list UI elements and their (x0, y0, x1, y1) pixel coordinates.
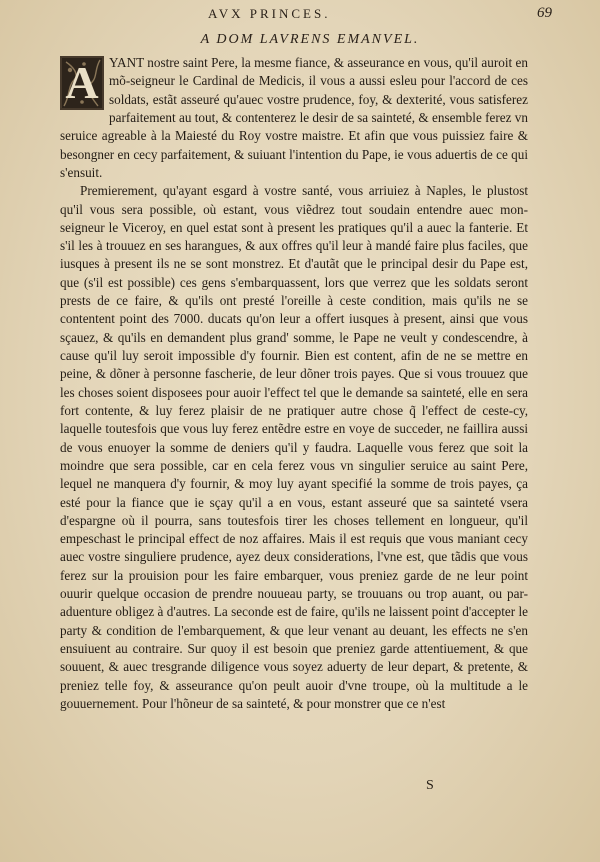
paragraph-1 (60, 54, 528, 182)
running-title: AVX PRINCES. (208, 6, 331, 21)
signature-mark: S (426, 778, 434, 793)
paragraph-text: YANT nostre saint Pere, la mesme fiance, & asseurance en vous, qu'il auroit en mõ-seigneur le Cardinal de Medicis, il vous a aussi esleu pour l'accord de ces soldats, estãt asseuré qu'auec vostre prudence, foy, & dexterité, vous satisferez parfaitement au tout, & contenterez le desir de sa sainteté, & ensemble ferez vn seruice agreable à la Maiesté du Roy vostre maistre. Et afin que vous puissiez faire & besongner en cecy parfaitement, & suiuant l'intention du Pape, ie vous aduertis de ce qui s'ensuit. (60, 55, 528, 180)
paragraph-text: Premierement, qu'ayant esgard à vostre santé, vous arriuiez à Naples, le plustost qu'il vous sera possible, où estant, vous viẽdrez tout soudain entendre auec mon-seigneur le Viceroy, en quel estat sont à present les pratiques qu'il a auec la fanterie. Et s'il les à trouuez en ses harangues, & aux offres qu'il leur à mandé faire plus faciles, que iusques à present ils ne se sont monstrez. Et d'autãt que le principal desir du Pape est, que (s'il est possible) ces gens s'embarquassent, lors que verrez que les soldats seront prests de ce faire, & qu'ils ont presté l'oreille à ceste condition, mais qu'ils ne se contentent point des 7000. ducats qu'on leur a offert iusques à present, ainsi que vous sçauez, & qu'ils en demandent plus grand' somme, le Pape ne veult y condescendre, à cause qu'il luy seroit impossible d'y fournir. Bien est content, afin de ne se mettre en peine, & dõner à personne fascherie, de leur dõner trois payes. Que si vous trouuez que les choses soient disposees pour auoir l'effect tel que le demande sa sainteté, elle en sera fort contente, & luy ferez plaisir de ne pratiquer autre chose q̃ l'effect de ceste-cy, laquelle toutesfois que vous luy ferez entẽdre estre en voye de succeder, ne faillira aussi de vous enuoyer la somme de deniers qu'il y faudra. Laquelle vous ferez que soit la moindre que sera possible, car en cela ferez vous vn singulier seruice au saint Pere, lequel ne manquera d'y fournir, & moy luy ayant specifié la somme de trois payes, ça esté pour la fiance que ie sçay qu'il a en vous, estant asseuré que sa sainteté vsera d'espargne où il pourra, sans toutesfois tirer les choses tellement en longueur, qu'il empeschast le principal effect de noz affaires. Mais il est requis que vous maniant cecy auec vostre singuliere prudence, ayez deux considerations, l'vne est, que tãdis que vous ferez sur la prouision pour les faire embarquer, vous preniez garde de ne leur point ouurir quelque occasion de prendre nouueau party, se trouuans ou trop auant, ou par-aduenture obligez à d'autres. La seconde est de faire, qu'ils ne laissent point d'accepter le party & condition de l'embarquement, & que leur venant au deuant, les effects ne s'en ensuiuent au contraire. Sur quoy il est besoin que preniez garde attentiuement, & que souuent, & auec tresgrande diligence vous soyez aduerty de leur depart, & pretente, & preniez telle foy, & asseurance qu'on peult auoir d'vne troupe, où la multitude a le gouuernement. Pour l'hõneur de sa sainteté, & pour monstrer que ce n'est (60, 183, 528, 711)
page-number: 69 (537, 5, 552, 21)
drop-cap-letter: A (65, 57, 99, 108)
drop-cap-ornament (60, 56, 104, 110)
paragraph-2 (60, 182, 528, 713)
letter-body (60, 54, 528, 713)
letter-address: A DOM LAVRENS EMANVEL. (200, 32, 420, 47)
running-head (60, 5, 552, 24)
